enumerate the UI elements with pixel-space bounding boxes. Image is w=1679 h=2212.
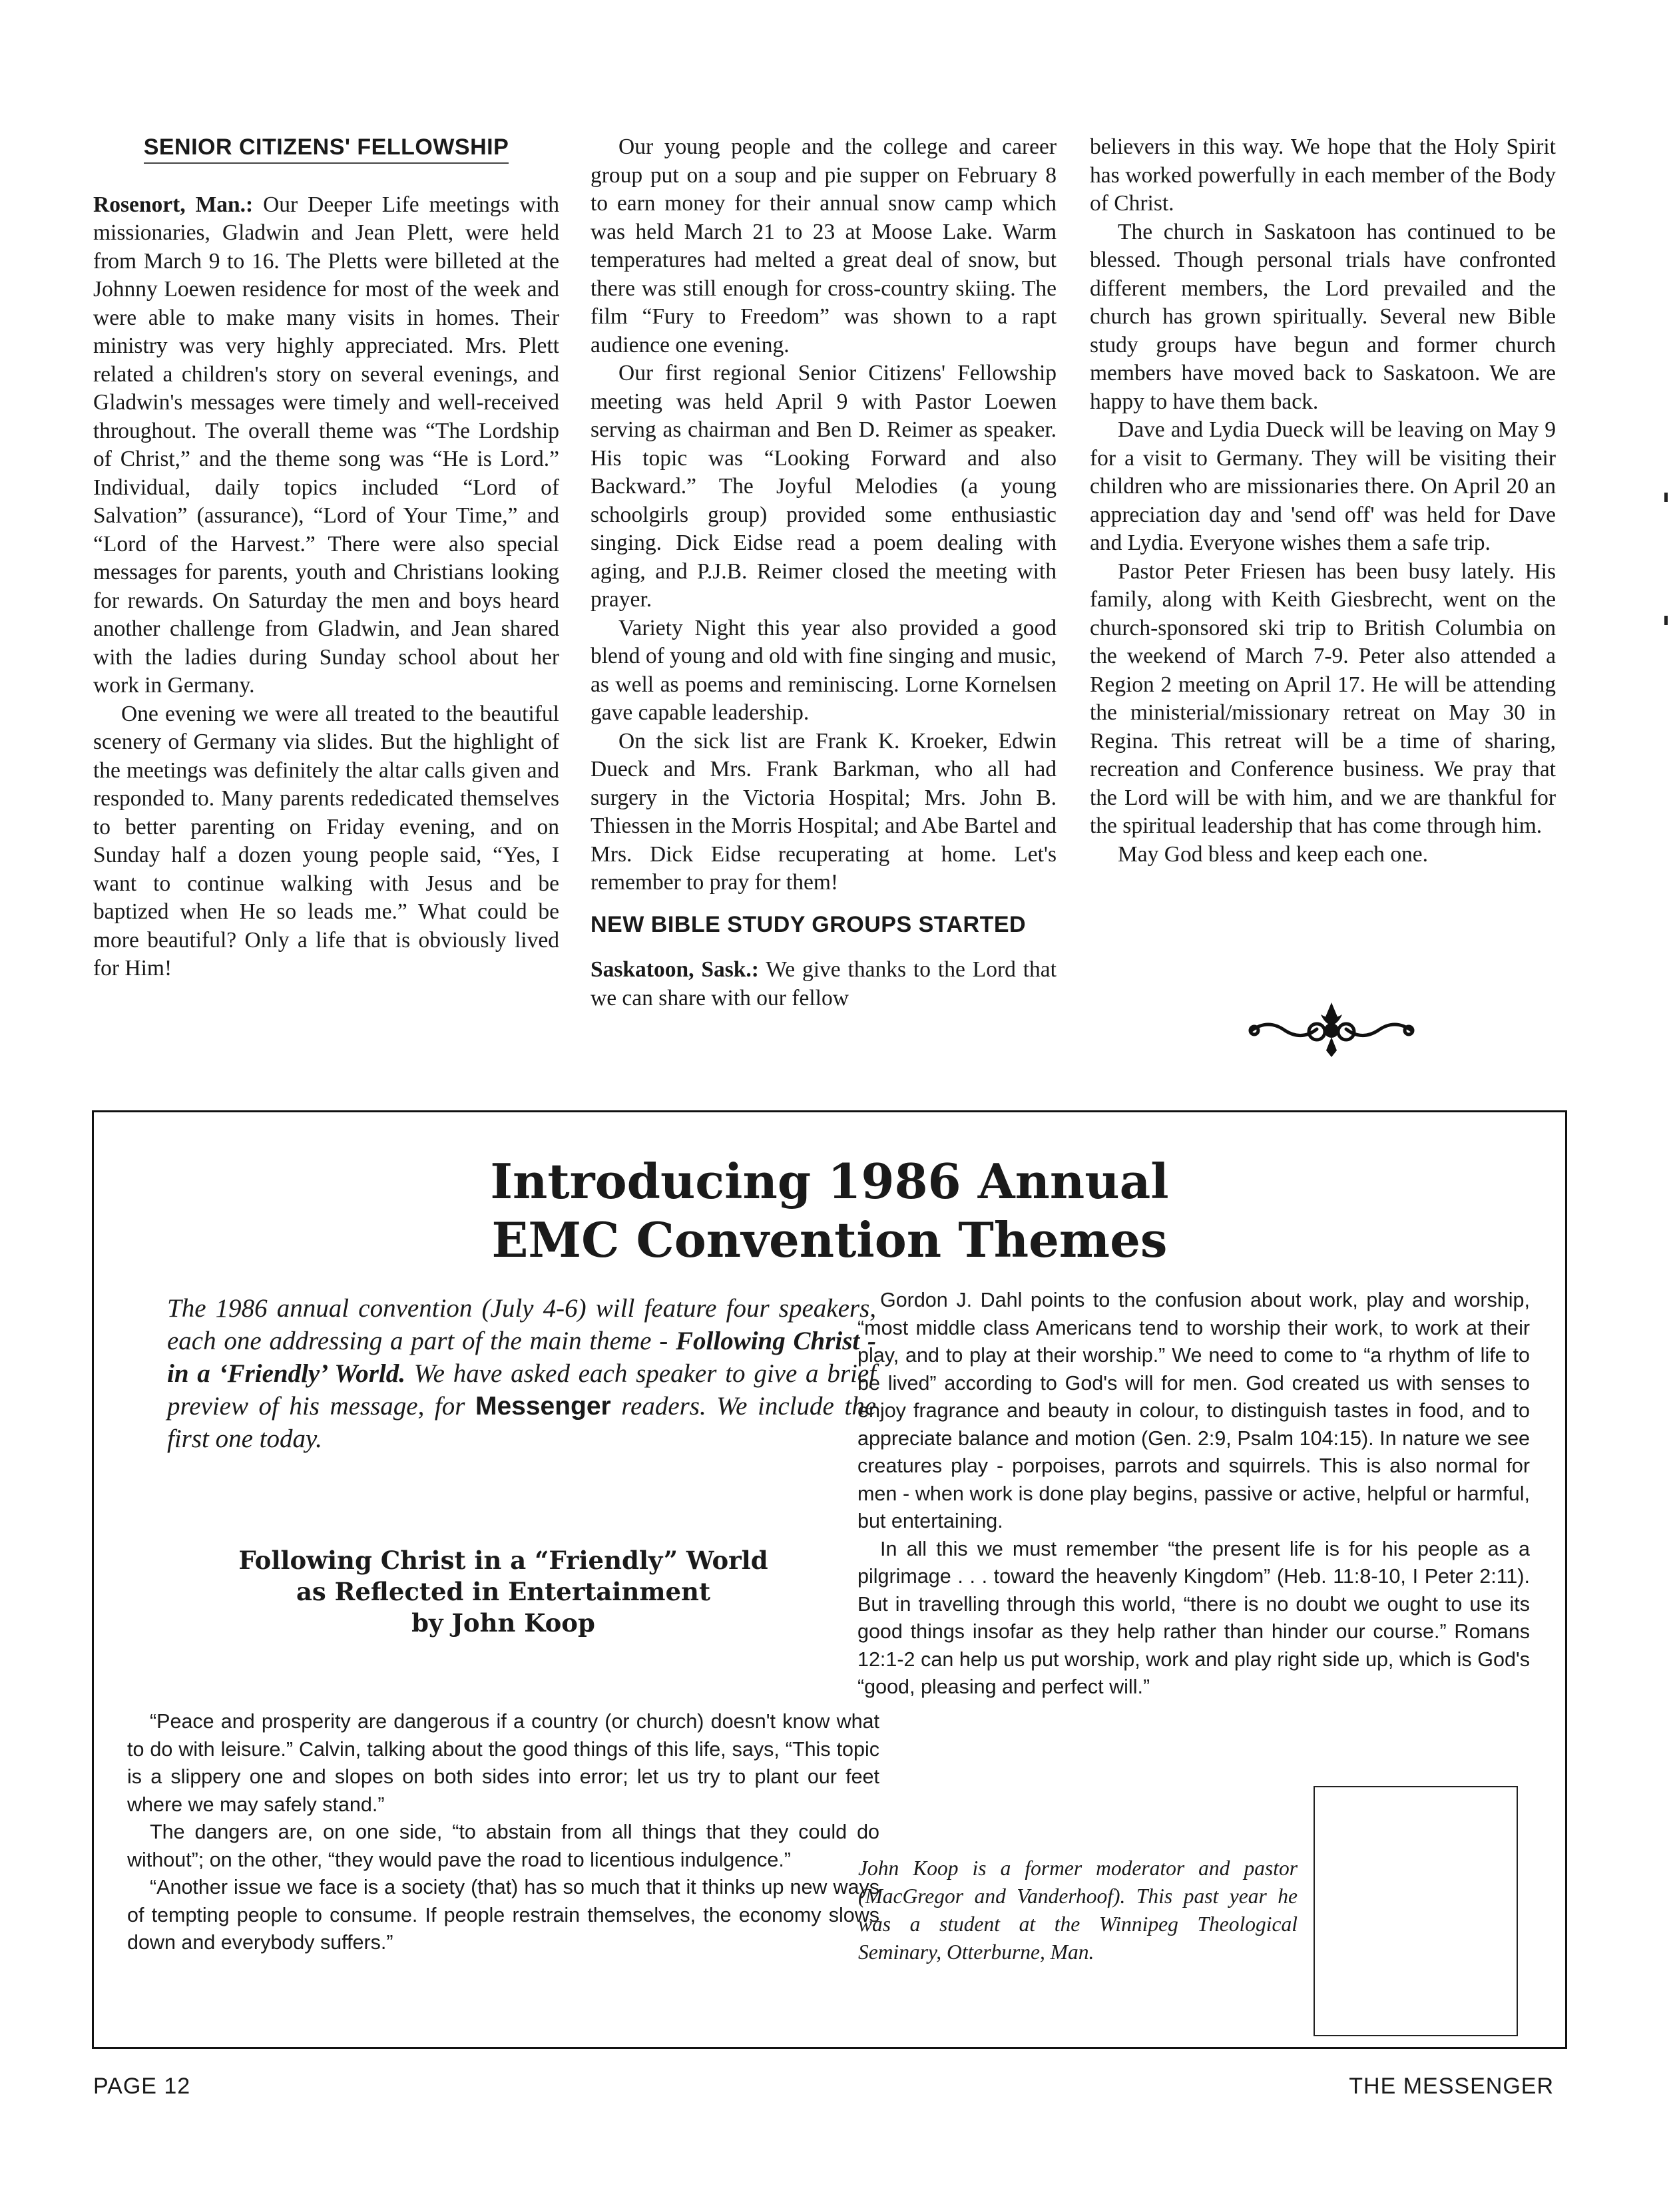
column-right (1090, 133, 1556, 869)
section-heading-text: SENIOR CITIZENS' FELLOWSHIP (144, 134, 509, 164)
article-paragraph: “Another issue we face is a society (that) has so much that it thinks up new ways of tempting people to consume. If people restrain themselves, the economy slows down and everybody suffers.” (127, 1876, 879, 1954)
article-paragraph: One evening we were all treated to the beautiful scenery of Germany via slides. But the highlight of the meetings was definitely the altar calls given and responded to. Many parents rededicated themselves to better parenting on Friday evening, and on Sunday half a dozen young people said, “Yes, I want to continue walking with Jesus and be baptized when He so leads me.” What could be more beautiful? Only a life that is obviously lived for Him! (93, 701, 559, 981)
article-paragraph: Dave and Lydia Dueck will be leaving on May 9 for a visit to Germany. They will be visiting their children who are missionaries there. On April 20 an appreciation day and 'send off' was held for Dave and Lydia. Everyone wishes them a safe trip. (1090, 417, 1556, 555)
feature-body-left (127, 1708, 879, 1957)
article-closing: May God bless and keep each one. (1118, 841, 1429, 867)
article-paragraph: On the sick list are Frank K. Kroeker, Edwin Dueck and Mrs. Frank Barkman, who all had surgery in the Victoria Hospital; Mrs. John B. Thiessen in the Morris Hospital; and Abe Bartel and Mrs. Dick Eidse recuperating at home. Let's remember to pray for them! (591, 728, 1057, 895)
article-paragraph: “Peace and prosperity are dangerous if a country (or church) doesn't know what to do with leisure.” Calvin, talking about the good things of this life, says, “This topic is a slippery one and slopes on both sides into error; let us try to plant our feet where we may safely stand.” (127, 1710, 879, 1816)
article-paragraph: The church in Saskatoon has continued to be blessed. Though personal trials have confronted different members, the Lord prevailed and the church has grown spiritually. Several new Bible study groups have begun and former church members have moved back to Saskatoon. We are happy to have them back. (1090, 219, 1556, 414)
publication-name: THE MESSENGER (1349, 2074, 1554, 2099)
article-paragraph: Our young people and the college and career group put on a soup and pie supper on February 8 to earn money for their annual snow camp which was held March 21 to 23 at Moose Lake. Warm temperatures had melted a great deal of snow, but there was still enough for cross-country skiing. The film “Fury to Freedom” was shown to a rapt audience one evening. (591, 134, 1057, 357)
feature-intro: The 1986 annual convention (July 4-6) will feature four speakers, each one addressing a part of the main theme - Following Christ - in a ‘Friendly’ World. We have asked each speaker to give a brief preview of his message, for Messenger readers. We include the first one today. (167, 1294, 877, 1453)
article-paragraph: Our first regional Senior Citizens' Fellowship meeting was held April 9 with Pastor Loewen serving as chairman and Ben D. Reimer as speaker. His topic was “Looking Forward and also Backward.” The Joyful Melodies (a young schoolgirls group) provided some enthusiastic singing. Dick Eidse read a poem dealing with aging, and P.J.B. Reimer closed the meeting with prayer. (591, 361, 1057, 612)
article-paragraph: In all this we must remember “the present life is for his people as a pilgrimage . . . toward the heavenly Kingdom” (Heb. 11:8-10, I Peter 2:11). But in travelling through this world, “there is no doubt we ought to use its good things insofar as they help rather than hinder our course.” Romans 12:1-2 can help us put worship, work and play right side up, which is God's “good, pleasing and perfect will.” (857, 1537, 1530, 1698)
main-theme: Following Christ - in a ‘Friendly’ World. (167, 1327, 877, 1388)
article-paragraph: The dangers are, on one side, “to abstain from all things that they could do without”; on the other, “they would pave the road to licentious indulgence.” (127, 1821, 879, 1871)
feature-box (92, 1110, 1567, 2049)
byline: by John Koop (411, 1608, 595, 1638)
article-paragraph: Variety Night this year also provided a good blend of young and old with fine singing and music, as well as poems and reminiscing. Lorne Kornelsen gave capable leadership. (591, 615, 1057, 725)
dateline-rosenort: Rosenort, Man.: (93, 192, 254, 217)
article-paragraph: Saskatoon, Sask.: We give thanks to the Lord that we can share with our fellow (591, 957, 1057, 1010)
section-heading-bible-study: NEW BIBLE STUDY GROUPS STARTED (591, 911, 1027, 937)
scan-speck (1664, 616, 1668, 625)
column-left (93, 133, 559, 983)
article-paragraph: Rosenort, Man.: Our Deeper Life meetings with missionaries, Gladwin and Jean Plett, were held from March 9 to 16. The Pletts were billeted at the Johnny Loewen residence for most of the week and were able to make many visits in homes. Their ministry was very highly appreciated. Mrs. Plett related a children's story on several evenings, and Gladwin's messages were timely and well-received throughout. The overall theme was “The Lordship of Christ,” and the theme song was “He is Lord.” Individual, daily topics included “Lord of Salvation” (assurance), “Lord of Your Time,” and “Lord of the Harvest.” There were also special messages for parents, youth and Christians looking for rewards. On Saturday the men and boys heard another challenge from Gladwin, and Jean shared with the ladies during Sunday school about her work in Germany. (93, 192, 559, 698)
feature-title-line: EMC Convention Themes (491, 1212, 1168, 1268)
dateline-saskatoon: Saskatoon, Sask.: (591, 957, 759, 982)
page-number: PAGE 12 (93, 2074, 191, 2099)
messenger-name: Messenger (475, 1392, 611, 1421)
feature-title (94, 1152, 1565, 1269)
article-paragraph: Pastor Peter Friesen has been busy lately. His family, along with Keith Giesbrecht, went on the church-sponsored ski trip to British Columbia on the weekend of March 7-9. Peter also attended a Region 2 meeting on April 17. He will be attending the ministerial/missionary retreat on May 30 in Regina. This retreat will be a time of sharing, recreation and Conference business. We pray that the Lord will be with him, and we are thankful for the spiritual leadership that has come through him. (1090, 558, 1556, 838)
article-paragraph: Gordon J. Dahl points to the confusion about work, play and worship, “most middle class Americans tend to worship their work, to work at their play, and to play at their worship.” We need to come to “a rhythm of life to be lived” according to God's will for men. God created us with senses to enjoy fragrance and beauty in colour, to distinguish tastes in food, and to appreciate balance and motion (Gen. 2:9, Psalm 104:15). In nature we see creatures play - porpoises, parrots and squirrels. This is also normal for men - when work is done play begins, passive or active, helpful or harmful, but entertaining. (857, 1289, 1530, 1532)
feature-title-line: Introducing 1986 Annual (490, 1153, 1169, 1210)
article-paragraph: believers in this way. We hope that the Holy Spirit has worked powerfully in each member of the Body of Christ. (1090, 134, 1556, 216)
author-photo-placeholder (1314, 1786, 1518, 2036)
decorative-ornament-icon (1238, 998, 1425, 1058)
column-middle (591, 133, 1057, 1012)
article-subheading: Following Christ in a “Friendly” World as Reflected in Entertainment by John Koop (147, 1545, 859, 1639)
author-caption: John Koop is a former moderator and pastor (MacGregor and Vanderhoof). This past year he was a student at the Winnipeg Theological Seminary, Otterburne, Man. (858, 1857, 1298, 1964)
scan-speck (1664, 493, 1668, 502)
feature-body-right (857, 1287, 1530, 1701)
section-heading-senior-citizens (93, 133, 559, 162)
